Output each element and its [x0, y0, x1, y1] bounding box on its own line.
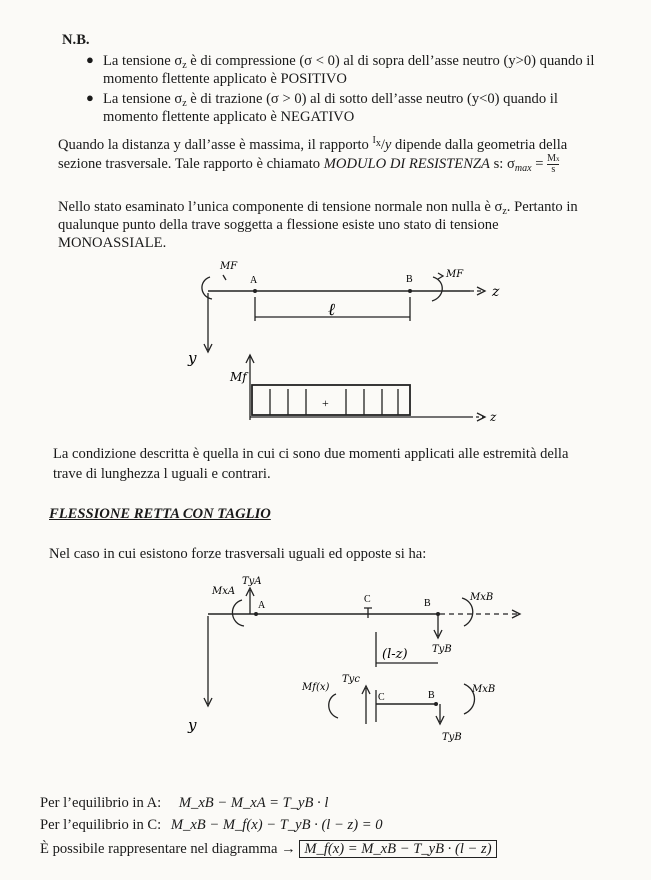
moment-mfx-icon — [329, 694, 338, 718]
section-title: FLESSIONE RETTA CON TAGLIO — [49, 506, 271, 522]
moment-right-icon — [432, 277, 442, 301]
moment-left-arrow — [223, 275, 226, 280]
label-mxa: MxA — [212, 586, 236, 597]
eq1-label: Per l’equilibrio in A: — [40, 795, 162, 811]
label-y: y — [188, 716, 197, 734]
eq3-label: È possibile rappresentare nel diagramma → — [40, 841, 296, 857]
para2-line-2: qualunque punto della trave soggetta a flessione esiste uno stato di tensione — [58, 217, 499, 233]
eq1-row — [40, 794, 328, 812]
diagram-bending-with-shear — [180, 572, 560, 772]
para2-text-b: . Pertanto in — [506, 199, 578, 215]
bullet-2-sub: z — [182, 98, 187, 109]
bullet-1-text-b: è di compressione (σ < 0) al di sopra dell’asse neutro (y>0) quando il — [186, 53, 595, 69]
label-tyc: Tyc — [342, 674, 360, 685]
bullet-dot: ● — [86, 90, 94, 105]
para1-text-c: sezione trasversale. Tale rapporto è chiamato — [58, 155, 324, 172]
label-mxb2: MxB — [472, 684, 496, 695]
label-b2: B — [428, 690, 435, 701]
eq3-boxed: M_f(x) = M_xB − T_yB · (l − z) — [299, 840, 496, 858]
label-z: z — [492, 284, 500, 300]
bullet-1-sub: z — [182, 60, 187, 71]
para1-line-2 — [58, 154, 559, 178]
moment-right-arrow — [438, 273, 443, 279]
moment-mxa-icon — [232, 600, 244, 626]
label-mfx: Mf(x) — [302, 682, 330, 693]
bullet-2-text-b: è di trazione (σ > 0) al di sotto dell’asse neutro (y<0) quando il — [186, 91, 558, 107]
bullet-dot: ● — [86, 52, 94, 67]
para2-text-a: Nello stato esaminato l’unica componente di tensione normale non nulla è σ — [58, 199, 503, 215]
c-tick — [364, 608, 372, 618]
label-b: B — [406, 274, 413, 285]
point-a — [253, 289, 257, 293]
label-c2: C — [378, 692, 385, 703]
mx-over-s: $\frac{Mx}{s}$ — [547, 153, 560, 175]
point-a — [254, 612, 258, 616]
ratio-num: Ix — [372, 135, 381, 149]
point-b — [408, 289, 412, 293]
eq2-row — [40, 816, 383, 834]
para2-line-3: MONOASSIALE. — [58, 235, 167, 251]
eq2: M_xB − M_f(x) − T_yB · (l − z) = 0 — [170, 817, 383, 833]
moment-hatch — [270, 389, 398, 415]
label-b: B — [424, 598, 431, 609]
label-z2: z — [490, 410, 497, 424]
point-b — [436, 612, 440, 616]
label-tyb2: TyB — [442, 732, 462, 743]
label-y: y — [188, 349, 197, 367]
para1-line-1: Quando la distanza y dall’asse è massima, il rapporto $^{Ix}$/y dipende dalla geometria della — [58, 135, 568, 153]
label-c: C — [364, 594, 371, 605]
para3-line-1: La condizione descritta è quella in cui ci sono due momenti applicati alle estremità della — [53, 446, 569, 462]
moment-diagram-rect — [252, 385, 410, 415]
para1-text-b: dipende dalla geometria della — [391, 136, 568, 153]
moment-left-icon — [202, 277, 212, 299]
bullet-1-line-2: momento flettente applicato è POSITIVO — [103, 71, 347, 87]
sigma-max-sub: max — [514, 162, 532, 174]
label-tyb: TyB — [432, 644, 452, 655]
label-lz: (l-z) — [382, 647, 408, 662]
diagram-pure-bending — [170, 255, 530, 435]
label-mf-diagram: Mf — [230, 370, 247, 384]
equals: = — [531, 155, 548, 172]
ratio-den: y — [384, 136, 392, 153]
label-a: A — [258, 600, 266, 611]
label-a: A — [250, 275, 258, 286]
eq3-row — [40, 840, 497, 858]
bullet-2-line-2: momento flettente applicato è NEGATIVO — [103, 109, 355, 125]
eq2-label: Per l’equilibrio in C: — [40, 817, 162, 833]
para1-text-a: Quando la distanza y dall’asse è massima, il rapporto — [58, 136, 373, 153]
label-l: ℓ — [328, 300, 336, 320]
label-mf-left: MF — [220, 261, 238, 272]
bullet-1-text-a: La tensione σ — [103, 53, 183, 69]
label-mf-right: MF — [446, 269, 464, 280]
eq1: M_xB − M_xA = T_yB · l — [178, 795, 329, 811]
label-mxb: MxB — [470, 592, 494, 603]
nb-label: N.B. — [62, 32, 90, 48]
para3-line-2: trave di lunghezza l uguali e contrari. — [53, 466, 271, 482]
modulo-resistenza: MODULO DI RESISTENZA — [323, 155, 490, 172]
label-tya: TyA — [242, 576, 262, 587]
para2-sub: z — [502, 206, 507, 217]
label-plus: + — [322, 396, 329, 410]
point-b2 — [434, 702, 438, 706]
para4: Nel caso in cui esistono forze trasversali uguali ed opposte si ha: — [49, 546, 427, 562]
para1-text-d: s: σ — [489, 155, 515, 172]
bullet-2-text-a: La tensione σ — [103, 91, 183, 107]
